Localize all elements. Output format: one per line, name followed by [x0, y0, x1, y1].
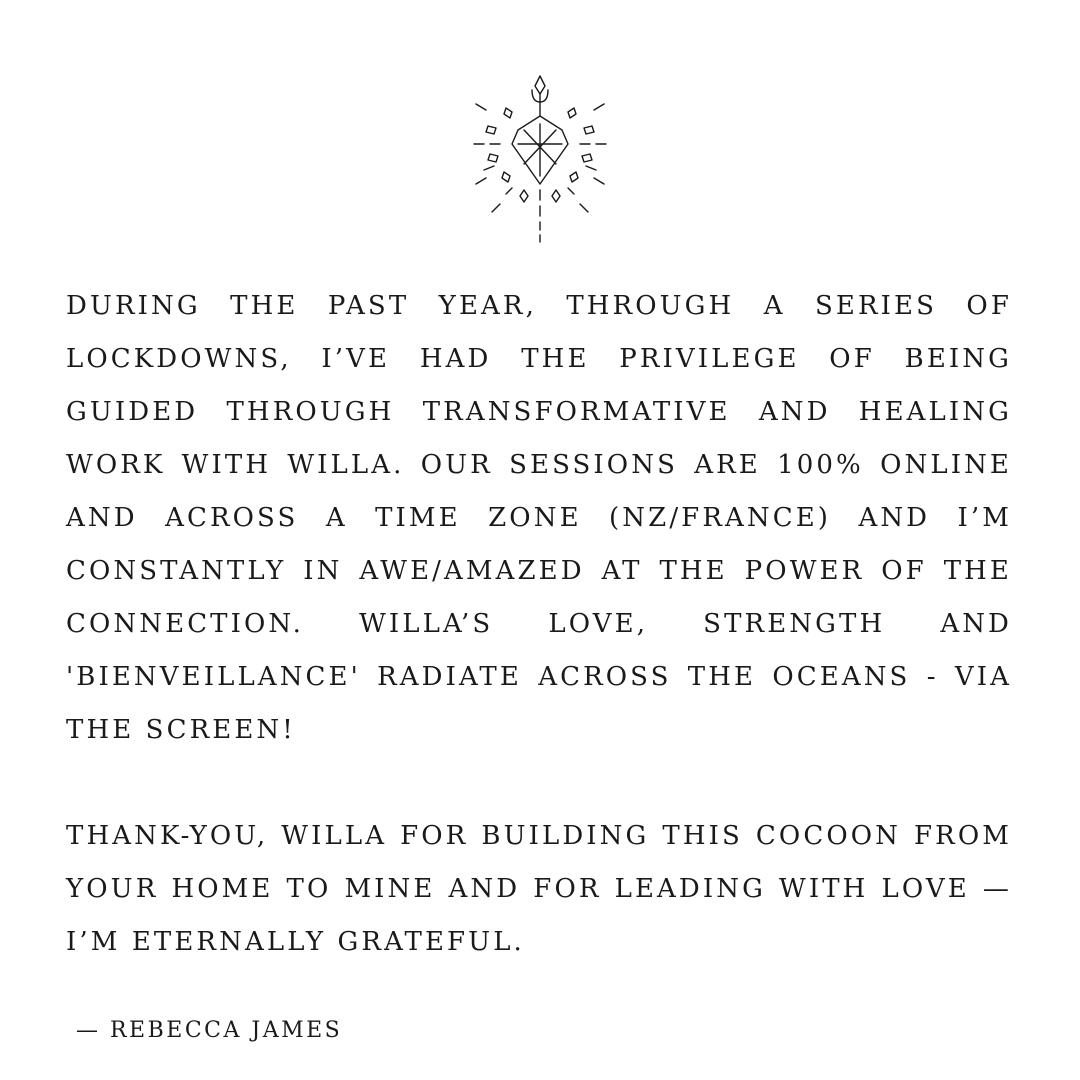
testimonial-quote — [66, 280, 1012, 969]
heart-starburst-emblem-icon — [470, 72, 610, 247]
testimonial-paragraph: THANK-YOU, WILLA FOR BUILDING THIS COCOON FROM YOUR HOME TO MINE AND FOR LEADING WITH LOVE — I’M ETERNALLY GRATEFUL. — [66, 821, 1012, 957]
testimonial-paragraph: DURING THE PAST YEAR, THROUGH A SERIES OF LOCKDOWNS, I’VE HAD THE PRIVILEGE OF BEING GUIDED THROUGH TRANSFORMATIVE AND HEALING WORK WITH WILLA. OUR SESSIONS ARE 100% ONLINE AND ACROSS A TIME ZONE (NZ/FRANCE) AND I’M CONSTANTLY IN AWE/AMAZED AT THE POWER OF THE CONNECTION. WILLA’S LOVE, STRENGTH AND 'BIENVEILLANCE' RADIATE ACROSS THE OCEANS - VIA THE SCREEN! — [66, 291, 1012, 745]
testimonial-author: — REBECCA JAMES — [76, 1018, 343, 1043]
